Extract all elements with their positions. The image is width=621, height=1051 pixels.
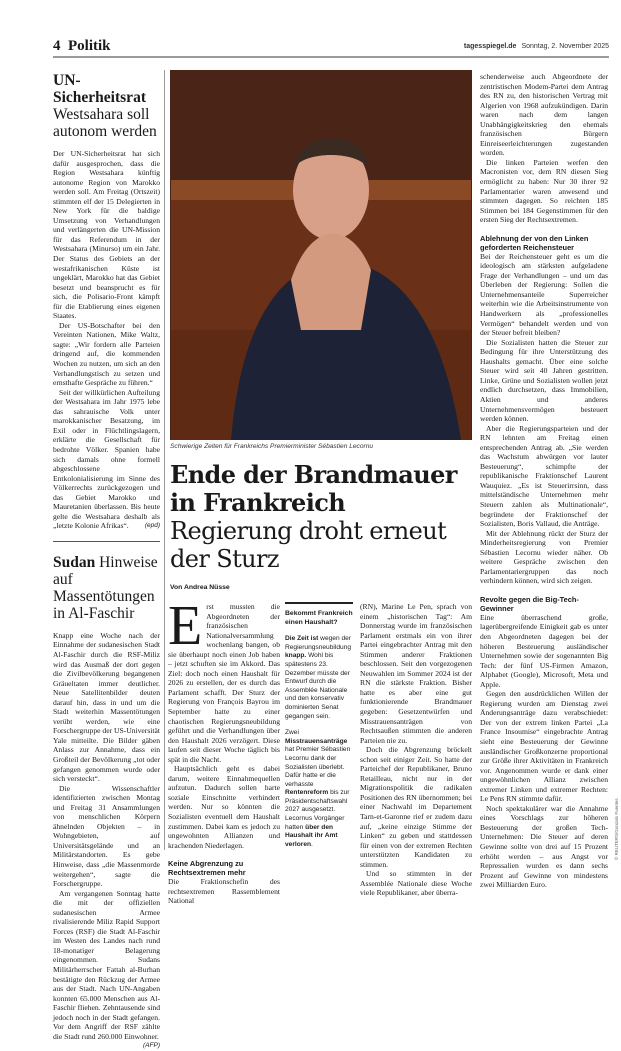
paragraph bbox=[480, 252, 608, 338]
subheading: Keine Abgrenzung zu Rechtsextremen mehr bbox=[168, 859, 246, 878]
info-box-segment: . bbox=[311, 840, 313, 848]
paragraph bbox=[480, 158, 608, 225]
headline bbox=[170, 461, 473, 573]
paragraph-text: Die Sozialisten hatten die Steuer zur Bedingung für ihre Unterstützung des Haushalts gemacht. Über eine solche Steuer wird seit 40 Jahren gestritten. Linke, Grüne und Sozialisten wollen jetzt endlich durchsetzen, dass Immobilien, Aktien und anderes Unternehmensvermögen besteuert werden können. bbox=[480, 337, 608, 424]
brief-kicker: UN-Sicherheitsrat bbox=[53, 72, 146, 106]
paragraph bbox=[53, 784, 160, 889]
info-box bbox=[285, 602, 353, 857]
paragraph-text: schenderweise auch Abgeordnete der zentristischen Modem-Partei dem Antrag des RN zu, den historischen Vertrag mit Algerien von 1968 aufzukündigen. Darin waren nach dem langen Unabhängigkeitskrieg den ehemals französischen Bürgern Einreiseerleichterungen zugestanden worden. bbox=[480, 72, 608, 158]
info-box-segment: Misstrauensanträge bbox=[285, 737, 348, 745]
info-box-segment: Zwei bbox=[285, 729, 299, 737]
section-title bbox=[53, 38, 111, 55]
headline-bold: Ende der Brandmauer in Frankreich bbox=[170, 460, 457, 517]
brief-title bbox=[53, 72, 160, 140]
brief-headline: Hinweise auf Massentötungen in Al-Faschir bbox=[53, 553, 158, 622]
paragraph bbox=[480, 689, 608, 804]
source-tag: (AFP) bbox=[143, 1042, 160, 1050]
paragraph bbox=[53, 388, 160, 531]
paragraph-text: Knapp eine Woche nach der Einnahme der sudanesischen Stadt Al-Faschir durch die RSF-Miliz wird das Ausmaß der dort gegen die Zivilbevölkerung begangenen Gräueltaten immer deutlicher. Neue Satellitenbilder deuten darauf hin, dass in und um die Stadt weiterhin Massentötungen verübt werden, wie eine Forschergruppe der US-Universität Yale mitteilte. Die Bilder gäben Anlass zur Annahme, dass ein Großteil der Bevölkerung „tot oder gefangen genommen wurde oder sich versteckt“. bbox=[53, 630, 160, 784]
paragraph-text: Hauptsächlich geht es dabei darum, weitere Einnahmequellen aufzutun. Dadurch sollen harte soziale Einschnitte verhindert werden. Nur so könnten die Sozialisten eventuell dem Haushalt zustimmen. Dabei kam es jedoch zu ungewohnten Allianzen und krachenden Niederlagen. bbox=[168, 764, 280, 850]
headline-light: Regierung droht erneut der Sturz bbox=[170, 517, 447, 573]
paragraph-text: Eine überraschend große, lagerübergreifende Einigkeit gab es unter den Abgeordneten dagegen bei der höheren Besteuerung ausländischer Unternehmen sowie der sogenannten Big Tech: der fünf US-Firmen Amazon, Alphabet (Google), Microsoft, Meta und Apple. bbox=[480, 612, 608, 689]
paragraph-text: Aber die Regierungsparteien und der RN lehnten am Freitag einen entsprechenden Antrag ab. „Sie werden das Wachstum abwürgen vor lauter Besteuerung“, schimpfte der republikanische Fraktionschef Laurent Wauquiez. „Es ist Steuerirrsinn, dass mittelständische Unternehmen mehr Steuern zahlen als Multinationale“, begründete der Fraktionschef der Sozialisten, Boris Vallaud, die Anträge. bbox=[480, 423, 608, 529]
paragraph bbox=[480, 529, 608, 586]
paragraph-text: Seit der willkürlichen Aufteilung der Westsahara im Jahr 1975 lebe das sahrauische Volk unter marokkanischer Besatzung, im Exil oder in Flüchtlingslagern, erklärte die Gesellschaft für bedrohte Völker. Spanien habe sich damals ohne formell abgeschlossene Entkolonialisierung im Sinne des Völkerrechts zurückgezogen und das Gebiet Marokko und Mauretanien überlassen. Bis heute gelte die Westsahara deshalb als „letzte Kolonie Afrikas“. bbox=[53, 387, 160, 531]
paragraph bbox=[53, 888, 160, 1050]
photo-caption: Schwierige Zeiten für Frankreichs Premierminister Sébastien Lecornu bbox=[170, 443, 374, 450]
paragraph-text: Noch spektakulärer war die Annahme eines Vorschlags zur höheren Besteuerung der großen Tech-Unternehmen: Die Steuer auf deren Gewinne sollte von drei auf 15 Prozent erhöht werden – aus Angst vor Repressalien wurden es dann sechs Prozent auf Gewinne von mindestens zwei Milliarden Euro. bbox=[480, 803, 608, 890]
site-name: tagesspiegel.de bbox=[463, 43, 517, 50]
paragraph-text: Der UN-Sicherheitsrat hat sich dafür ausgesprochen, dass die Region Westsahara künftig autonome Region von Marokko werden soll. Am Freitag (Ortszeit) stimmten elf der 15 Delegierten in New York für die baldige Umsetzung von Verhandlungen und verlängerten die UN-Mission für das Referendum in der Westsahara (Minurso) um ein Jahr. Der Status des Gebiets an der westafrikanischen Küste ist ungeklärt, Marokko hat das Gebiet besetzt und beansprucht es für sich, die Polisario-Front kämpft für die Etablierung eines eigenen Staates. bbox=[53, 149, 160, 321]
paragraph bbox=[480, 72, 608, 158]
paragraph-text: Doch die Abgrenzung bröckelt schon seit einiger Zeit. So hatte der Parteichef der Republikaner, Bruno Retailleau, nicht nur in der Migrationspolitik die radikalen Positionen des RN übernommen; bei einer Nachwahl im Departement Tarn-et-Garonne rief er zudem dazu auf, „keine einzige Stimme der Linken“ zu geben und stattdessen für einen von der extremen Rechten unterstützten Kandidaten zu stimmen. bbox=[360, 745, 472, 869]
info-box-segment: Wohl bis spätestens 23. Dezember müsste der Entwurf durch die Assemblée Nationale und den konservativ dominierten Senat gegangen sein. bbox=[285, 652, 350, 720]
brief-body bbox=[53, 149, 160, 531]
brief-headline: Westsahara soll autonom werden bbox=[53, 106, 157, 140]
paragraph bbox=[360, 745, 472, 869]
paragraph bbox=[480, 613, 608, 689]
drop-cap: E bbox=[168, 595, 203, 657]
info-box-segment: knapp. bbox=[285, 652, 307, 660]
page-header bbox=[53, 38, 609, 58]
subheading: Ablehnung der von den Linken geforderten Reichensteuer bbox=[480, 233, 589, 252]
source-tag: (epd) bbox=[144, 522, 160, 530]
lead-photo bbox=[170, 70, 472, 440]
paragraph-text: Der US-Botschafter bei den Vereinten Nationen, Mike Waltz, sagte: „Wir fordern alle Parteien dringend auf, die kommenden Wochen zu nutzen, um sich an den Verhandlungstisch zu setzen und ernsthafte Gespräche zu führen.“ bbox=[53, 320, 160, 388]
photo-credit: © REUTERS/Gonzalo Fuentes bbox=[614, 798, 619, 860]
paragraph-text: Bei der Reichensteuer geht es um die ideologisch am stärksten aufgeladene Frage der Verhandlungen – und um das Überleben der Regierung: Sollen die Unternehmensanteile Superreicher weiterhin wie die Arbeitsinstrumente von Handwerkern als „professionelles Vermögen“ behandelt werden und von der Steuer befreit bleiben? bbox=[480, 251, 608, 338]
info-box-segment: bis zur Präsidentschaftswahl 2027 ausgesetzt. Lecornus Vorgänger hatten bbox=[285, 789, 350, 831]
info-box-title: Bekommt Frankreich einen Haushalt? bbox=[285, 610, 353, 626]
article-column-1 bbox=[168, 595, 280, 906]
article-column-3 bbox=[480, 72, 608, 890]
divider bbox=[53, 541, 160, 542]
info-box-segment: wegen der Regierungsneubildung bbox=[285, 635, 351, 651]
left-column bbox=[53, 72, 160, 1051]
paragraph-text: Die Wissenschaftler identifizierten zwischen Montag und Freitag 31 Ansammlungen von menschlichen Körpern ähnelnden Objekten – in Wohngebieten, auf Universitätsgelände und an Militärstandorten. Es gebe Hinweise, dass „die Massenmorde weitergehen“, sagte die Forschergruppe. bbox=[53, 783, 160, 889]
brief-sudan bbox=[53, 553, 160, 1050]
info-box-segment: Die Zeit ist bbox=[285, 635, 319, 643]
info-box-segment: über den Haushalt ihr Amt verloren bbox=[285, 823, 338, 848]
paragraph bbox=[480, 338, 608, 424]
paragraph-text: Die linken Parteien werfen den Macronisten vor, dem RN diesen Sieg ermöglicht zu haben: Nur 30 ihrer 92 Parlamentarier waren anwesend und stimmten dagegen. So reichten 185 Stimmen bei 184 Gegenstimmen für den ersten Sieg der Rechtsextremen. bbox=[480, 157, 608, 225]
info-box-text bbox=[285, 729, 353, 849]
issue-date: Sonntag, 2. November 2025 bbox=[521, 43, 609, 50]
column-divider bbox=[164, 70, 165, 850]
page-number: 4 bbox=[53, 38, 61, 54]
brief-title bbox=[53, 554, 160, 622]
brief-westsahara bbox=[53, 72, 160, 531]
paragraph: Die Fraktionschefin des rechtsextremen Rassemblement National bbox=[168, 877, 280, 906]
subheading: Revolte gegen die Big-Tech-Gewinner bbox=[480, 594, 579, 613]
paragraph bbox=[53, 149, 160, 321]
paragraph-text: rst mussten die Abgeordneten der französischen Nationalversammlung wochenlang bangen, ob sie überhaupt noch einen Job haben – jetzt schuften sie im Akkord. Das Ziel: doch noch einen Haushalt für 2026 zu erstellen, der es durch das Parlament schafft. Der Sturz der Regierung von François Bayrou im September hatte zu einer chaotischen Regierungsneubildung geführt und die Verhandlungen über den Haushalt 2026 verzögert. Diese laufen seit dieser Woche täglich bis spät in die Nacht. bbox=[168, 602, 280, 764]
paragraph bbox=[53, 631, 160, 784]
info-box-segment: hat Premier Sébastien Lecornu dank der Sozialisten überlebt. Dafür hatte er die verhasste bbox=[285, 746, 351, 788]
paragraph-text: Und so stimmten in der Assemblée Nationale diese Woche viele Republikaner, aber überra- bbox=[360, 869, 472, 898]
byline: Von Andrea Nüsse bbox=[170, 584, 230, 591]
brief-body bbox=[53, 630, 160, 1050]
paragraph-text: Am vergangenen Sonntag hatte die mit der offiziellen sudanesischen Armee rivalisierende Miliz Rapid Support Forces (RSF) die Stadt Al-Faschir im Westen des Landes nach rund 18-monatiger Belagerung eingenommen. Sudans Militärherrscher Fattah al-Burhan bestätigte den Rückzug der Armee aus der Stadt. Nach UN-Angaben konnten 65.000 Menschen aus Al-Faschir fliehen. Zehntausende sind jedoch noch in der Stadt gefangen. Vor dem Angriff der RSF zählte die Stadt rund 260.000 Einwohner. bbox=[53, 888, 160, 1041]
paragraph bbox=[168, 764, 280, 850]
info-box-segment: Rentenreform bbox=[285, 789, 329, 797]
paragraph bbox=[480, 424, 608, 529]
paragraph bbox=[53, 321, 160, 388]
main-article bbox=[168, 70, 473, 906]
paragraph-text: Gegen den ausdrücklichen Willen der Regierung wurden am Dienstag zwei Änderungsanträge dazu verabschiedet: Der von der extrem linken Partei „La France Insoumise“ eingebrachte Antrag sieht eine Besteuerung der Gewinne ausländischer Großkonzerne proportional zur Größe ihrer Aktivitäten in Frankreich vor. Angenommen wurde er dank einer ungewöhnlichen Allianz zwischen extremer Linken und extremer Rechten: Le Pens RN stimmte dafür. bbox=[480, 689, 608, 804]
paragraph bbox=[480, 804, 608, 890]
brief-kicker: Sudan bbox=[53, 553, 96, 571]
article-columns bbox=[168, 595, 473, 906]
paragraph-text: Mit der Ablehnung rückt der Sturz der Minderheitsregierung von Premier Sébastien Lecornu wieder näher. Ob weitere Gespräche zwischen den Parlamentariergruppen das noch verhindern können, wird sich zeigen. bbox=[480, 528, 608, 586]
paragraph bbox=[360, 602, 472, 745]
header-meta bbox=[464, 43, 609, 50]
section-name: Politik bbox=[68, 38, 111, 54]
paragraph-text: (RN), Marine Le Pen, sprach von einem „historischen Tag“: Am Donnerstag wurde im französischen Parlament erstmals ein von ihrer Partei eingebrachter Antrag mit den Stimmen anderer Fraktionen beschlossen. Seit den vorgezogenen Neuwahlen im Sommer 2024 ist der RN die stärkste Fraktion. Bisher hatte es aber eine gut funktionierende Brandmauer gegeben: Gesetzentwürfen und Misstrauensanträgen von Rechtsaußen stimmten die anderen Parteien nie zu. bbox=[360, 602, 472, 745]
paragraph bbox=[360, 869, 472, 898]
article-column-2 bbox=[360, 602, 472, 898]
info-box-text bbox=[285, 635, 353, 721]
